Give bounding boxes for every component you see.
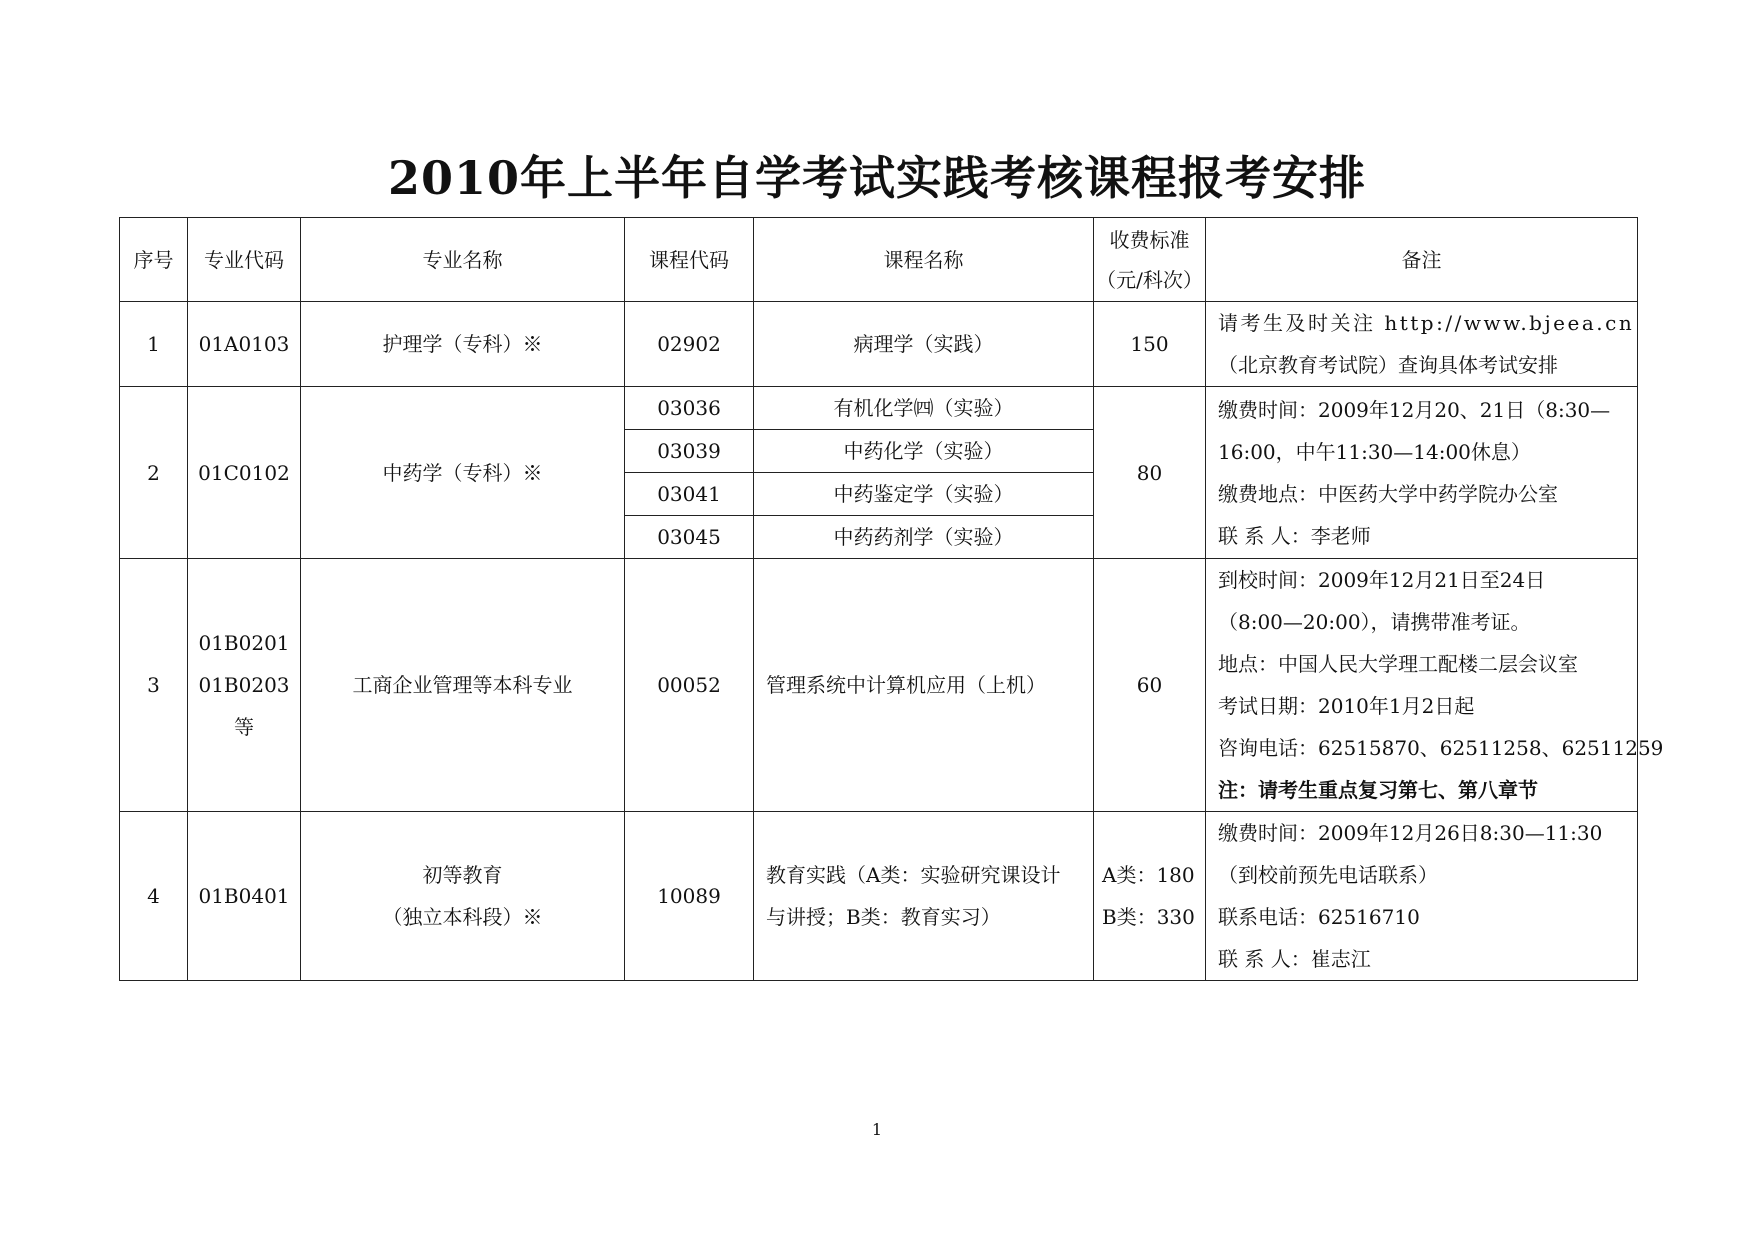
major-code-line: 01B0201 <box>198 631 290 655</box>
page-number: 1 <box>871 1120 883 1139</box>
table-header-row <box>120 218 1638 302</box>
row-fee: 60 <box>1094 559 1206 812</box>
table-row <box>120 387 1638 430</box>
row-major-code <box>188 559 301 812</box>
header-course-name: 课程名称 <box>754 218 1094 302</box>
remarks-line: 考试日期：2010年1月2日起 <box>1218 694 1475 718</box>
remarks-line: 联 系 人：崔志江 <box>1218 947 1371 971</box>
row-course-name: 管理系统中计算机应用（上机） <box>754 559 1094 812</box>
row-remarks <box>1206 387 1638 559</box>
remarks-line: 请考生及时关注 http://www.bjeea.cn <box>1218 311 1635 335</box>
remarks-line: 咨询电话：62515870、62511258、62511259 <box>1218 736 1664 760</box>
remarks-line: （北京教育考试院）查询具体考试安排 <box>1218 353 1558 377</box>
row-major-code: 01C0102 <box>188 387 301 559</box>
remarks-line: 缴费时间：2009年12月20、21日（8:30— <box>1218 397 1611 422</box>
header-fee <box>1094 218 1206 302</box>
remarks-line: （8:00—20:00），请携带准考证。 <box>1218 610 1531 634</box>
fee-line: A类：180 <box>1102 863 1195 887</box>
remarks-line: 联系电话：62516710 <box>1218 905 1420 929</box>
header-seq: 序号 <box>120 218 188 302</box>
table-row <box>120 812 1638 981</box>
row-course-name: 中药化学（实验） <box>754 430 1094 473</box>
row-remarks <box>1206 559 1664 812</box>
row-major-name: 护理学（专科）※ <box>301 302 625 387</box>
major-code-line: 等 <box>234 715 254 739</box>
major-name-line: 初等教育 <box>422 863 503 887</box>
row-seq: 4 <box>120 812 188 981</box>
row-fee: 80 <box>1094 387 1206 559</box>
row-course-name: 病理学（实践） <box>754 302 1094 387</box>
row-course-code: 02902 <box>625 302 754 387</box>
remarks-line: 缴费时间：2009年12月26日8:30—11:30 <box>1218 821 1603 845</box>
row-course-name: 中药鉴定学（实验） <box>754 473 1094 516</box>
remarks-line: 缴费地点：中医药大学中药学院办公室 <box>1218 481 1558 506</box>
row-course-code: 03036 <box>625 387 754 430</box>
row-seq: 3 <box>120 559 188 812</box>
row-major-code: 01A0103 <box>188 302 301 387</box>
row-course-name: 有机化学㈣（实验） <box>754 387 1094 430</box>
row-course-code: 03041 <box>625 473 754 516</box>
row-course-code: 00052 <box>625 559 754 812</box>
major-code-line: 01B0203 <box>198 673 290 697</box>
row-seq: 2 <box>120 387 188 559</box>
row-major-name: 工商企业管理等本科专业 <box>301 559 625 812</box>
fee-line: B类：330 <box>1102 905 1195 929</box>
header-fee-line1: 收费标准 <box>1109 227 1190 252</box>
table-row <box>120 559 1638 812</box>
header-major-code: 专业代码 <box>188 218 301 302</box>
row-major-name <box>301 812 625 981</box>
remarks-line: 16:00，中午11:30—14:00休息） <box>1218 439 1531 464</box>
table-row <box>120 302 1638 387</box>
row-remarks <box>1206 812 1638 981</box>
row-course-name: 中药药剂学（实验） <box>754 516 1094 559</box>
row-seq: 1 <box>120 302 188 387</box>
remarks-line: 到校时间：2009年12月21日至24日 <box>1218 568 1546 592</box>
row-fee <box>1094 812 1206 981</box>
row-major-code: 01B0401 <box>188 812 301 981</box>
header-remarks: 备注 <box>1206 218 1638 302</box>
row-remarks <box>1206 302 1638 387</box>
exam-schedule-table <box>119 217 1664 981</box>
course-name-line: 教育实践（A类：实验研究课设计 <box>766 863 1061 887</box>
row-course-code: 03045 <box>625 516 754 559</box>
remarks-line: 地点：中国人民大学理工配楼二层会议室 <box>1218 652 1578 676</box>
remarks-line: 联 系 人：李老师 <box>1218 523 1371 548</box>
row-major-name: 中药学（专科）※ <box>301 387 625 559</box>
header-course-code: 课程代码 <box>625 218 754 302</box>
row-fee: 150 <box>1094 302 1206 387</box>
row-course-code: 03039 <box>625 430 754 473</box>
row-course-name <box>754 812 1094 981</box>
header-fee-line2: （元/科次） <box>1096 267 1203 292</box>
major-name-line: （独立本科段）※ <box>382 905 543 929</box>
header-major-name: 专业名称 <box>301 218 625 302</box>
remarks-note: 注：请考生重点复习第七、第八章节 <box>1218 778 1538 802</box>
course-name-line: 与讲授；B类：教育实习） <box>766 905 1001 929</box>
row-course-code: 10089 <box>625 812 754 981</box>
remarks-line: （到校前预先电话联系） <box>1218 863 1438 887</box>
document-title: 2010年上半年自学考试实践考核课程报考安排 <box>387 151 1367 205</box>
